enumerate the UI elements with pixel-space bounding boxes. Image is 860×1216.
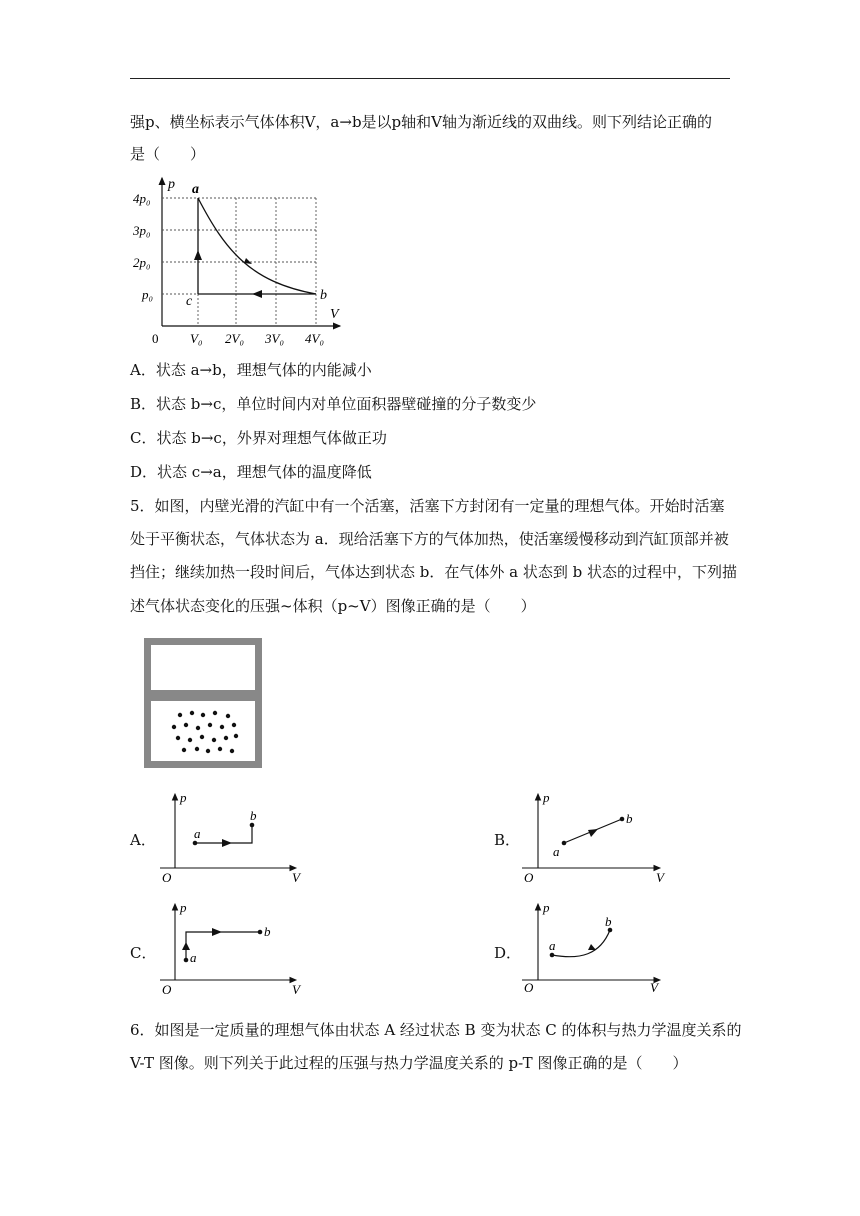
- q4-origin-label: 0: [152, 331, 159, 346]
- a-axis-v: V: [292, 870, 300, 885]
- q5-stem-line3: 挡住；继续加热一段时间后，气体达到状态 b．在气体外 a 状态到 b 状态的过程中，下列描: [130, 563, 737, 581]
- q4-option-d: D．状态 c→a，理想气体的温度降低: [130, 463, 372, 481]
- q4-xtick-v0: V₀: [190, 331, 203, 346]
- q4-stem-line2: 是（ ）: [130, 145, 206, 163]
- q5-gas-molecules: [172, 711, 238, 753]
- a-pt-a: a: [194, 826, 201, 841]
- header-rule: [130, 78, 730, 79]
- q5-choice-c-graph: [150, 898, 310, 998]
- q5-choice-c-label: C．: [130, 944, 157, 962]
- a-pt-b: b: [250, 808, 257, 823]
- b-origin: O: [524, 870, 534, 885]
- b-pt-a: a: [553, 844, 560, 859]
- q5-stem-line4: 述气体状态变化的压强~体积（p~V）图像正确的是（ ）: [130, 597, 536, 615]
- q5-stem-line1: 5．如图，内壁光滑的汽缸中有一个活塞，活塞下方封闭有一定量的理想气体。开始时活塞: [130, 497, 725, 515]
- c-axis-p: p: [180, 900, 187, 915]
- q4-point-c: c: [186, 294, 193, 309]
- c-pt-b: b: [264, 924, 271, 939]
- q4-x-axis-label: V: [330, 307, 339, 322]
- a-axis-p: p: [180, 790, 187, 805]
- d-axis-p: p: [543, 900, 550, 915]
- q5-choice-d-label: D．: [494, 944, 522, 962]
- d-origin: O: [524, 980, 534, 995]
- q4-stem-line1: 强p、横坐标表示气体体积V，a→b是以p轴和V轴为渐近线的双曲线。则下列结论正确的: [130, 113, 712, 131]
- q4-ytick-p0: p₀: [142, 287, 154, 302]
- q5-choice-d-graph: [512, 898, 672, 998]
- q4-ca-arrow: [194, 250, 202, 260]
- d-axis-v: V: [650, 980, 658, 995]
- c-pt-a: a: [190, 950, 197, 965]
- q5-choice-b-graph: [512, 788, 672, 888]
- q5-choice-b-label: B．: [494, 831, 521, 849]
- q4-y-axis-label: p: [168, 177, 175, 192]
- q4-point-b: b: [320, 288, 327, 303]
- q5-choice-a-graph: [150, 788, 310, 888]
- d-pt-b: b: [605, 914, 612, 929]
- a-origin: O: [162, 870, 172, 885]
- q4-xtick-4v0: 4V₀: [305, 331, 324, 346]
- q6-stem-line2: V-T 图像。则下列关于此过程的压强与热力学温度关系的 p-T 图像正确的是（ ）: [130, 1054, 688, 1072]
- q4-option-b: B．状态 b→c，单位时间内对单位面积器壁碰撞的分子数变少: [130, 395, 537, 413]
- q4-curve-ab: [198, 198, 316, 294]
- q4-bc-arrow: [252, 290, 262, 298]
- q6-stem-line1: 6．如图是一定质量的理想气体由状态 A 经过状态 B 变为状态 C 的体积与热力学温度关系的: [130, 1021, 742, 1039]
- b-axis-v: V: [656, 870, 664, 885]
- c-origin: O: [162, 982, 172, 997]
- b-pt-b: b: [626, 811, 633, 826]
- q5-stem-line2: 处于平衡状态，气体状态为 a．现给活塞下方的气体加热，使活塞缓慢移动到汽缸顶部并被: [130, 530, 729, 548]
- d-pt-a: a: [549, 938, 556, 953]
- q4-ytick-3p0: 3p₀: [133, 223, 151, 238]
- q4-option-a: A．状态 a→b，理想气体的内能减小: [130, 361, 372, 379]
- q5-choice-a-label: A．: [130, 831, 156, 849]
- b-axis-p: p: [543, 790, 550, 805]
- q4-ytick-4p0: 4p₀: [133, 191, 151, 206]
- q4-pv-graph: [133, 170, 360, 350]
- q5-cylinder-figure: [140, 636, 270, 770]
- c-axis-v: V: [292, 982, 300, 997]
- q4-xtick-2v0: 2V₀: [225, 331, 244, 346]
- q4-ytick-2p0: 2p₀: [133, 255, 151, 270]
- q4-point-a: a: [192, 182, 199, 197]
- q4-option-c: C．状态 b→c，外界对理想气体做正功: [130, 429, 387, 447]
- q4-curve-arrow: [244, 258, 252, 264]
- q4-xtick-3v0: 3V₀: [265, 331, 284, 346]
